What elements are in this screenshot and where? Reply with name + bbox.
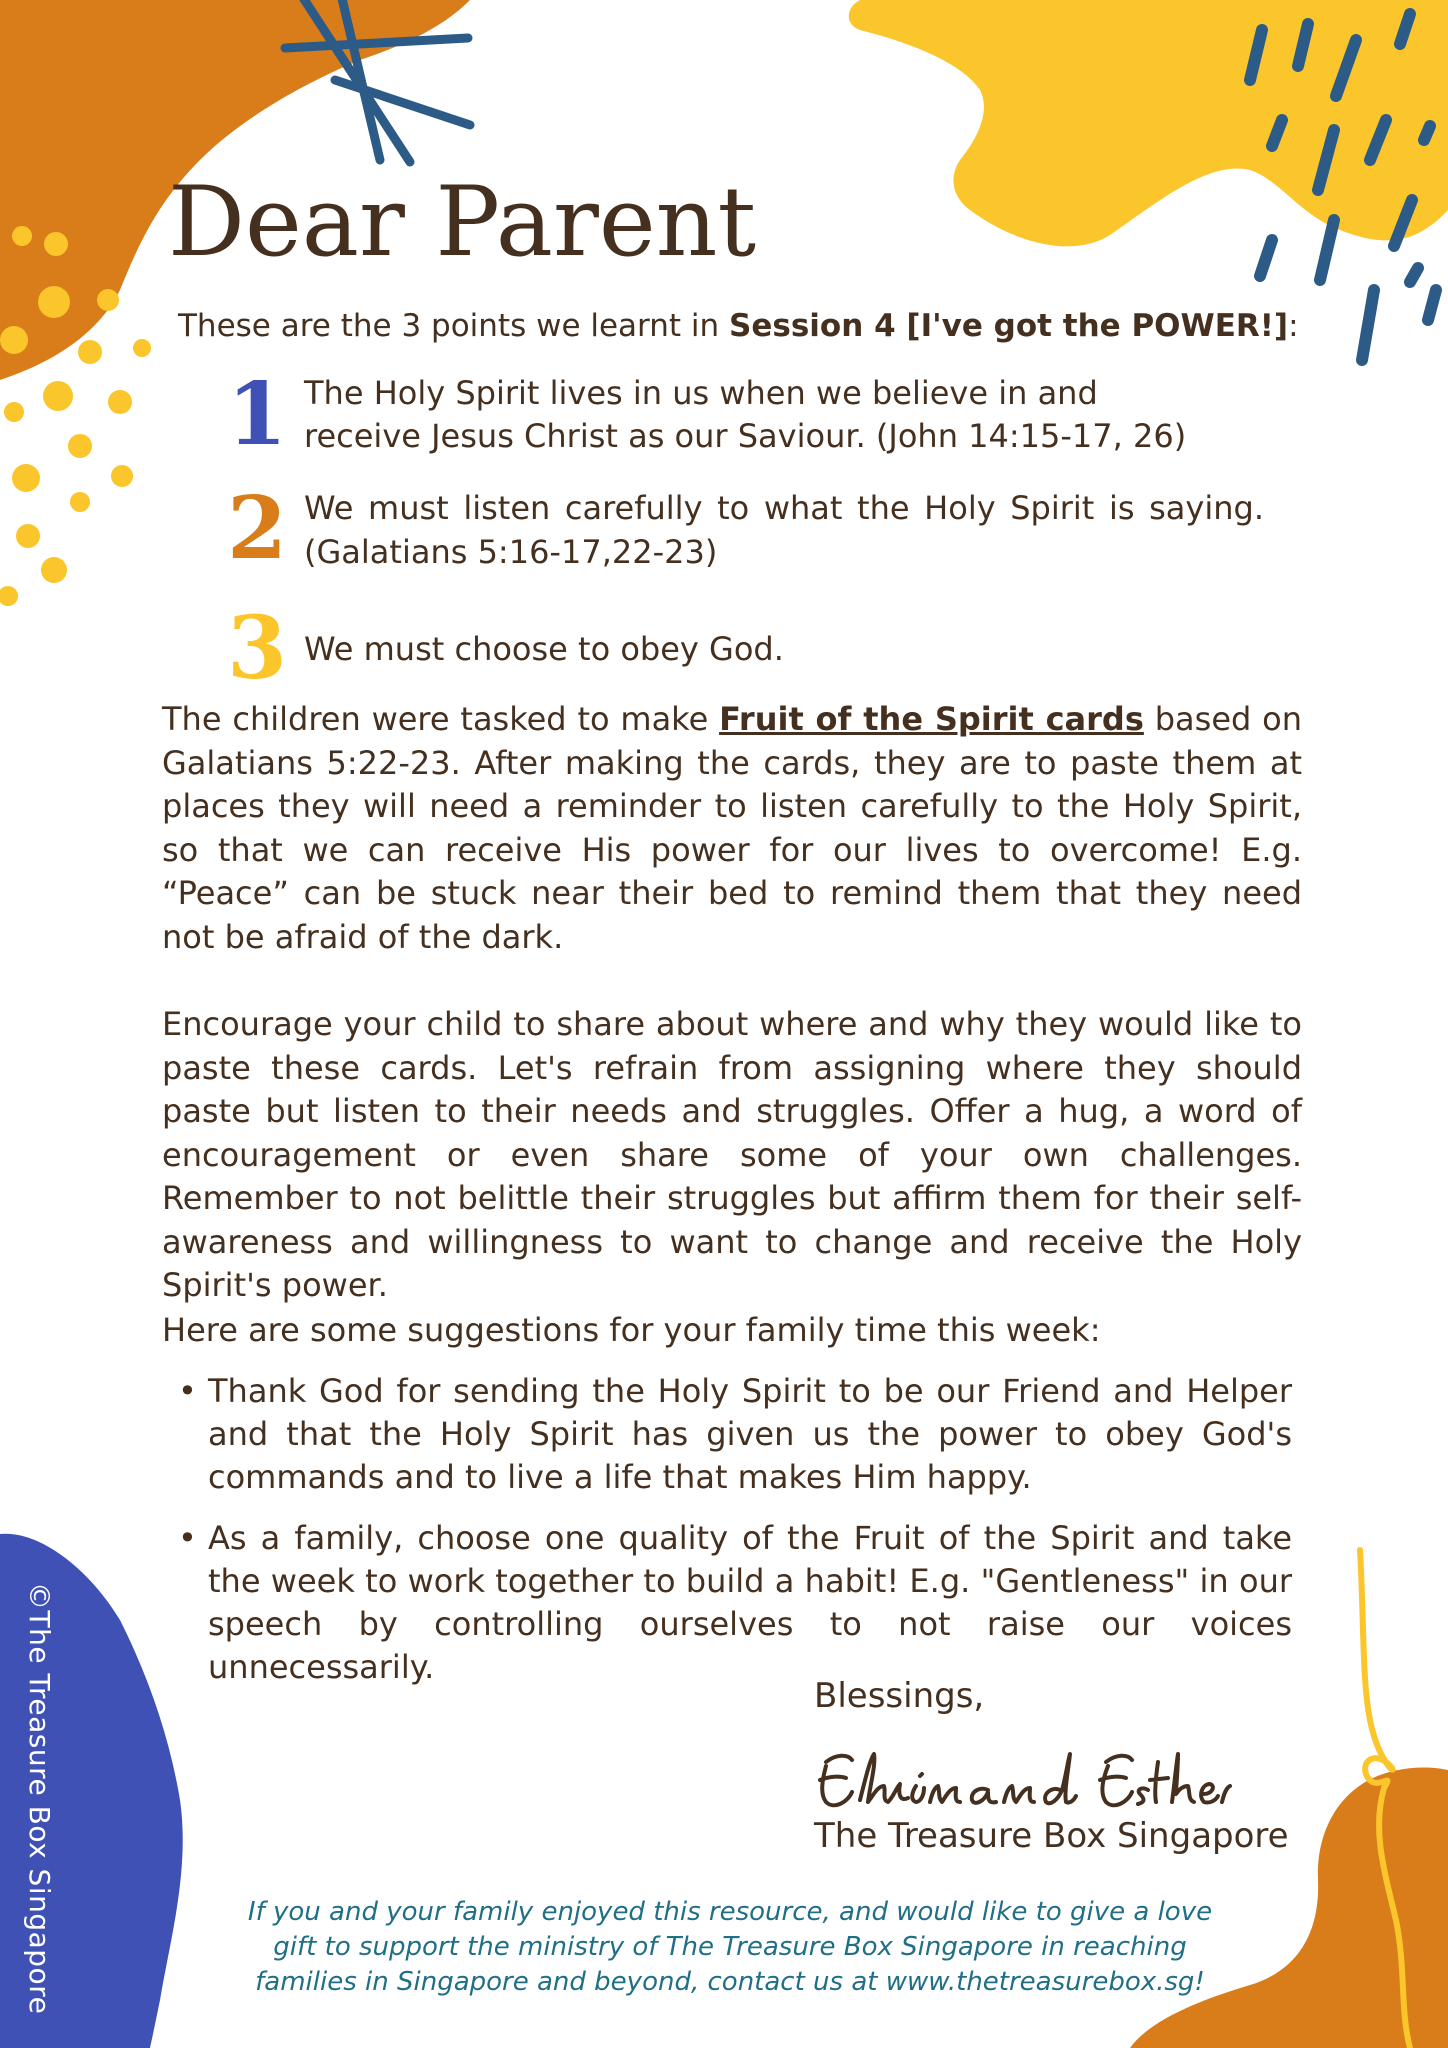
point-text: We must choose to obey God. xyxy=(304,630,784,668)
point-number-1: 1 xyxy=(227,364,287,465)
intro-prefix: These are the 3 points we learnt in xyxy=(178,308,730,344)
point-number-3: 3 xyxy=(227,598,287,699)
bullet-icon: • xyxy=(178,1519,197,1557)
fruit-of-the-spirit-cards: Fruit of the Spirit cards xyxy=(719,700,1144,738)
point-text: We must listen carefully to what the Holy Spirit is saying. (Galatians 5:16-17,22-23) xyxy=(304,489,1264,572)
session-name: Session 4 [I've got the POWER!] xyxy=(729,308,1289,344)
encourage-paragraph: Encourage your child to share about where and why they would like to paste these cards. Let's refrain from assigning where they should paste but listen to their needs and struggles. Offer a hug, a word of encouragement or even share some of your own challenges. Remember to not belittle their struggles but affirm them for their self-awareness and willingness to want to change and receive the Holy Spirit's power. xyxy=(162,1005,1302,1304)
suggestions-intro: Here are some suggestions for your family time this week: xyxy=(162,1311,1101,1349)
bullet-icon: • xyxy=(178,1372,197,1410)
point-text: The Holy Spirit lives in us when we believe in and receive Jesus Christ as our Saviour. (John 14:15-17, 26) xyxy=(304,374,1187,456)
donation-note: If you and your family enjoyed this resource, and would like to give a love gift to support the ministry of The Treasure Box Singapore in reaching families in Singapore and beyond, contact us at www.thetreasurebox.sg! xyxy=(247,1897,1213,1997)
paragraph-prefix: The children were tasked to make xyxy=(162,700,720,738)
letter-title: Dear Parent xyxy=(168,166,757,278)
suggestion-item xyxy=(162,1517,1292,1689)
suggestion-text: Thank God for sending the Holy Spirit to be our Friend and Helper and that the Holy Spirit has given us the power to obey God's commands and to live a life that makes Him happy. xyxy=(208,1372,1292,1496)
closing-blessing: Blessings, xyxy=(814,1676,985,1716)
intro-line xyxy=(178,306,1299,346)
learning-point xyxy=(210,478,1270,579)
organization-name: The Treasure Box Singapore xyxy=(814,1816,1289,1856)
suggestions-list xyxy=(162,1370,1292,1689)
cards-paragraph xyxy=(162,698,1302,959)
suggestion-text: As a family, choose one quality of the Fruit of the Spirit and take the week to work together to build a habit! E.g. "Gentleness" in our speech by controlling ourselves to not raise our voices unnecessarily. xyxy=(208,1519,1292,1686)
point-number-2: 2 xyxy=(227,478,287,579)
learning-point xyxy=(210,598,1270,699)
copyright-notice: ©The Treasure Box Singapore xyxy=(23,1582,56,2015)
suggestion-item xyxy=(162,1370,1292,1499)
handwritten-signature xyxy=(812,1736,1232,1816)
learning-point xyxy=(210,364,1270,465)
paragraph-suffix: based on Galatians 5:22-23. After making the cards, they are to paste them at places they will need a reminder to listen carefully to the Holy Spirit, so that we can receive His power for our lives to overcome! E.g. “Peace” can be stuck near their bed to remind them that they need not be afraid of the dark. xyxy=(162,700,1303,956)
intro-suffix: : xyxy=(1288,308,1299,344)
